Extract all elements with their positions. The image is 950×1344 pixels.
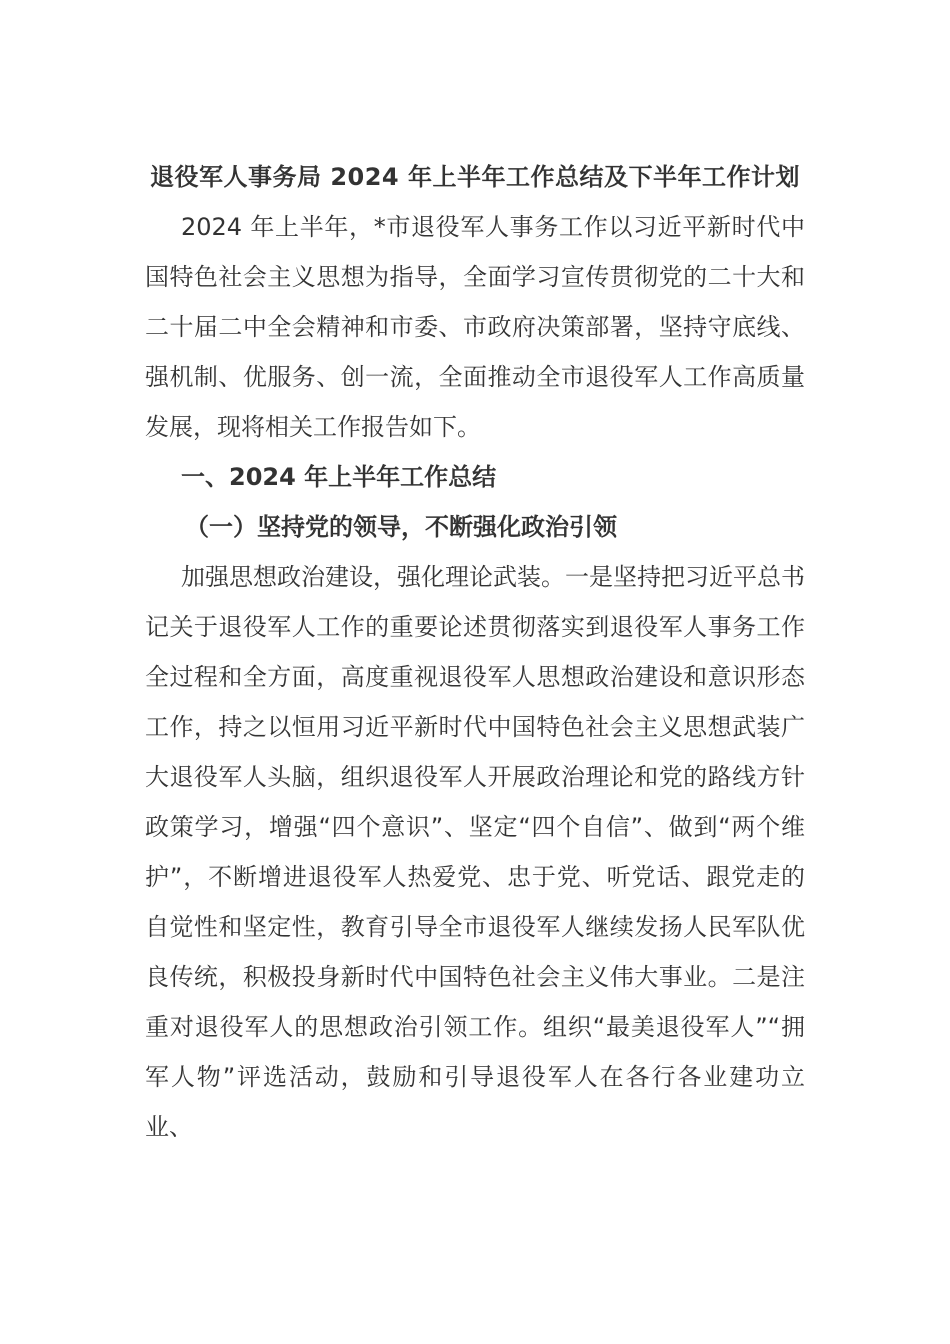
document-body (145, 152, 805, 1152)
section-heading: 一、2024 年上半年工作总结 (181, 463, 497, 491)
document-title: 退役军人事务局 2024 年上半年工作总结及下半年工作计划 (149, 163, 800, 191)
body-paragraph: 加强思想政治建设，强化理论武装。一是坚持把习近平总书记关于退役军人工作的重要论述贯彻落实到退役军人事务工作全过程和全方面，高度重视退役军人思想政治建设和意识形态工作，持之以恒用习近平新时代中国特色社会主义思想武装广大退役军人头脑，组织退役军人开展政治理论和党的路线方针政策学习，增强“四个意识”、坚定“四个自信”、做到“两个维护”，不断增进退役军人热爱党、忠于党、听党话、跟党走的自觉性和坚定性，教育引导全市退役军人继续发扬人民军队优良传统，积极投身新时代中国特色社会主义伟大事业。二是注重对退役军人的思想政治引领工作。组织“最美退役军人”“拥军人物”评选活动，鼓励和引导退役军人在各行各业建功立业、 (145, 563, 805, 1141)
subsection-heading: （一）坚持党的领导，不断强化政治引领 (185, 513, 617, 541)
intro-paragraph: 2024 年上半年，*市退役军人事务工作以习近平新时代中国特色社会主义思想为指导，全面学习宣传贯彻党的二十大和二十届二中全会精神和市委、市政府决策部署，坚持守底线、强机制、优服务、创一流，全面推动全市退役军人工作高质量发展，现将相关工作报告如下。 (145, 213, 805, 441)
